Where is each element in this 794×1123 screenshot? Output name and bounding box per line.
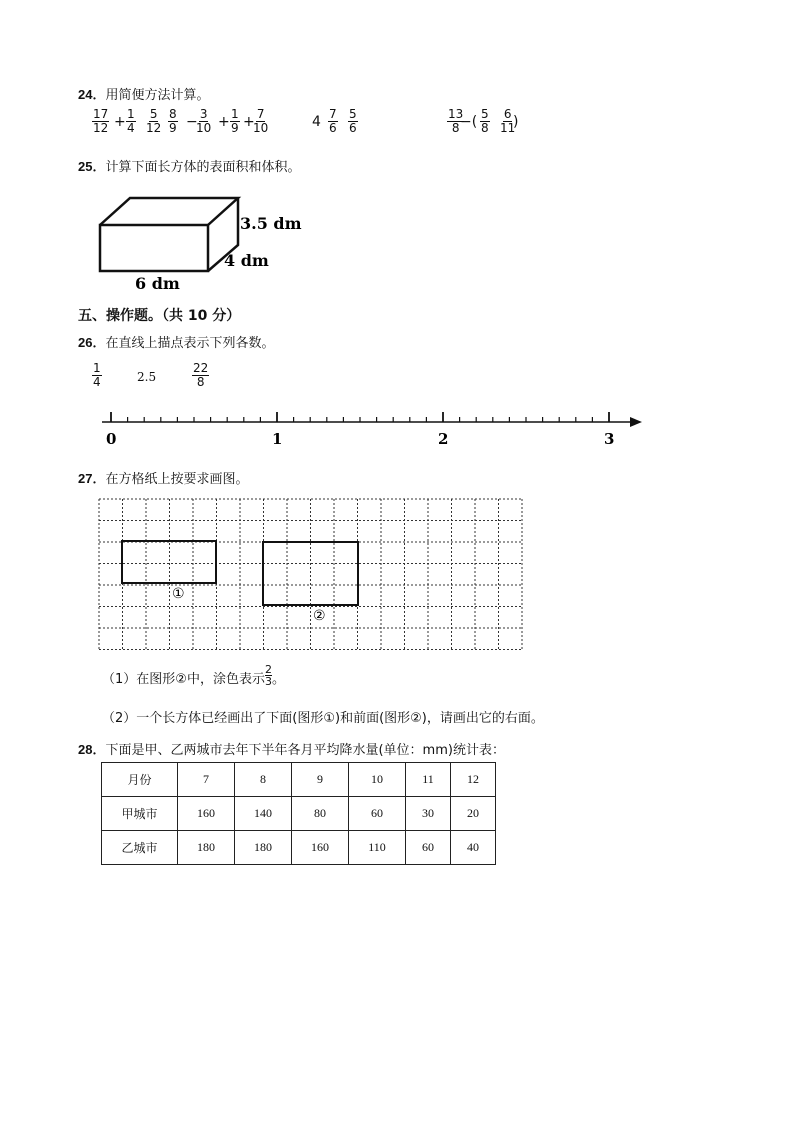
table-cell: 60 <box>349 797 406 831</box>
table-cell: 甲城市 <box>102 797 178 831</box>
q26-decimal: 2.5 <box>137 370 157 384</box>
table-cell: 160 <box>178 797 235 831</box>
table-row <box>102 797 496 831</box>
q26-frac3-num: 22 <box>193 361 209 375</box>
expr3-paren-close: ) <box>513 114 519 130</box>
expr1-fraction-4-den: 9 <box>169 121 177 135</box>
q27-sub1-circ: ② <box>175 672 187 687</box>
expr1-fraction-1-den: 12 <box>93 121 109 135</box>
expr3-fraction-1-den: 8 <box>451 121 460 135</box>
expr1-operator-4: + <box>243 114 255 130</box>
section-title: 五、操作题。（共 10 分） <box>78 308 241 324</box>
table-cell: 40 <box>451 831 496 865</box>
q27-sub1-num: 2 <box>264 663 272 676</box>
q24-line <box>78 84 209 103</box>
expr3-fraction-2 <box>480 108 490 135</box>
cuboid-height-label: 3.5 dm <box>240 214 302 233</box>
q26-frac1-den: 4 <box>93 375 101 389</box>
expr3-operator-1: −( <box>460 114 478 130</box>
cuboid-figure <box>90 190 320 295</box>
expr2-lead: 4 <box>312 114 321 130</box>
q28-text: 下面是甲、乙两城市去年下半年各月平均降水量(单位：mm)统计表： <box>105 743 505 758</box>
table-header-cell: 8 <box>235 763 292 797</box>
q26-frac3-den: 8 <box>196 375 205 389</box>
expr1-fraction-2-den: 4 <box>127 121 135 135</box>
expr3-fraction-1-num: 13 <box>448 107 464 121</box>
table-header-cell: 10 <box>349 763 406 797</box>
expr1-fraction-7 <box>253 108 268 135</box>
expr3-fraction-3-den: 11 <box>500 121 516 135</box>
q27-text: 在方格纸上按要求画图。 <box>105 472 249 487</box>
rainfall-table <box>101 762 496 865</box>
table-header-cell: 11 <box>406 763 451 797</box>
expr1-fraction-2 <box>126 108 136 135</box>
expr2-fraction-2 <box>348 108 358 135</box>
q24-expressions <box>90 108 690 144</box>
expr1-fraction-6-num: 1 <box>231 107 239 121</box>
q27-line <box>78 468 248 487</box>
table-cell: 20 <box>451 797 496 831</box>
q26-fraction-22-8 <box>192 362 209 389</box>
expr2-fraction-2-den: 6 <box>349 121 357 135</box>
q27-sub1-den: 3 <box>264 675 272 688</box>
expr1-fraction-3-den: 12 <box>146 121 162 135</box>
expr1-fraction-2-num: 1 <box>127 107 135 121</box>
expr1-fraction-3-num: 5 <box>149 107 158 121</box>
cuboid-length-label: 6 dm <box>135 274 180 293</box>
expr3-fraction-3-num: 6 <box>503 107 512 121</box>
table-cell: 180 <box>178 831 235 865</box>
cuboid-top-face <box>100 198 238 225</box>
q27-sub1-end: 。 <box>271 672 285 687</box>
table-cell: 30 <box>406 797 451 831</box>
table-cell: 180 <box>235 831 292 865</box>
expr1-fraction-5-den: 10 <box>196 121 212 135</box>
q26-number: 26． <box>78 335 106 350</box>
table-cell: 乙城市 <box>102 831 178 865</box>
q26-line <box>78 332 274 351</box>
expr2-fraction-1-den: 6 <box>329 121 337 135</box>
number-line-label-3: 3 <box>604 430 615 448</box>
q28-number: 28． <box>78 742 106 757</box>
table-cell: 80 <box>292 797 349 831</box>
table-header-cell: 月份 <box>102 763 178 797</box>
expr1-operator-2: − <box>186 114 198 130</box>
number-line-label-1: 1 <box>272 430 283 448</box>
q27-sub1-prefix: （1）在图形 <box>102 672 176 687</box>
expr1-fraction-1-num: 17 <box>93 107 109 121</box>
q27-sub1 <box>102 663 285 696</box>
expr1-operator-1: + <box>114 114 126 130</box>
expr2-fraction-1-num: 7 <box>329 107 337 121</box>
expr2-fraction-2-num: 5 <box>349 107 357 121</box>
q26-text: 在直线上描点表示下列各数。 <box>105 336 275 351</box>
table-cell: 110 <box>349 831 406 865</box>
table-header-cell: 7 <box>178 763 235 797</box>
table-cell: 60 <box>406 831 451 865</box>
q27-sub2: （2）一个长方体已经画出了下面(图形①)和前面(图形②)，请画出它的右面。 <box>102 711 544 726</box>
expr1-fraction-4 <box>168 108 178 135</box>
q27-number: 27． <box>78 471 106 486</box>
expr1-fraction-5-num: 3 <box>199 107 208 121</box>
shape-2-label: ② <box>313 608 326 624</box>
q24-number: 24． <box>78 87 106 102</box>
expr1-fraction-5 <box>196 108 211 135</box>
table-row <box>102 831 496 865</box>
table-header-row <box>102 763 496 797</box>
number-line-label-2: 2 <box>438 430 449 448</box>
q26-fraction-1-4 <box>92 362 102 389</box>
expr1-fraction-7-num: 7 <box>256 107 265 121</box>
expr1-fraction-3 <box>146 108 161 135</box>
q25-text: 计算下面长方体的表面积和体积。 <box>105 160 301 175</box>
number-line-label-0: 0 <box>106 430 117 448</box>
q26-frac1-num: 1 <box>93 361 101 375</box>
q27-sub1-fraction <box>265 664 272 687</box>
expr1-fraction-1 <box>92 108 109 135</box>
expr1-fraction-6-den: 9 <box>231 121 239 135</box>
expr1-operator-3: + <box>218 114 230 130</box>
expr3-fraction-2-num: 5 <box>481 107 489 121</box>
number-line-arrow <box>630 417 642 427</box>
expr3-fraction-2-den: 8 <box>481 121 489 135</box>
q25-number: 25． <box>78 159 106 174</box>
q28-line <box>78 739 505 758</box>
q25-line <box>78 156 300 175</box>
table-header-cell: 9 <box>292 763 349 797</box>
table-cell: 160 <box>292 831 349 865</box>
expr1-fraction-7-den: 10 <box>253 121 269 135</box>
q24-text: 用简便方法计算。 <box>105 88 210 103</box>
cuboid-front-face <box>100 225 208 271</box>
cuboid-width-label: 4 dm <box>224 251 269 270</box>
q27-sub1-mid: 中，涂色表示 <box>186 672 265 687</box>
expr2-fraction-1 <box>328 108 338 135</box>
expr1-fraction-4-num: 8 <box>169 107 177 121</box>
grid-paper[interactable] <box>96 496 528 652</box>
number-line[interactable] <box>90 400 650 450</box>
expr1-fraction-6 <box>230 108 240 135</box>
table-header-cell: 12 <box>451 763 496 797</box>
shape-1-label: ① <box>172 586 185 602</box>
table-cell: 140 <box>235 797 292 831</box>
